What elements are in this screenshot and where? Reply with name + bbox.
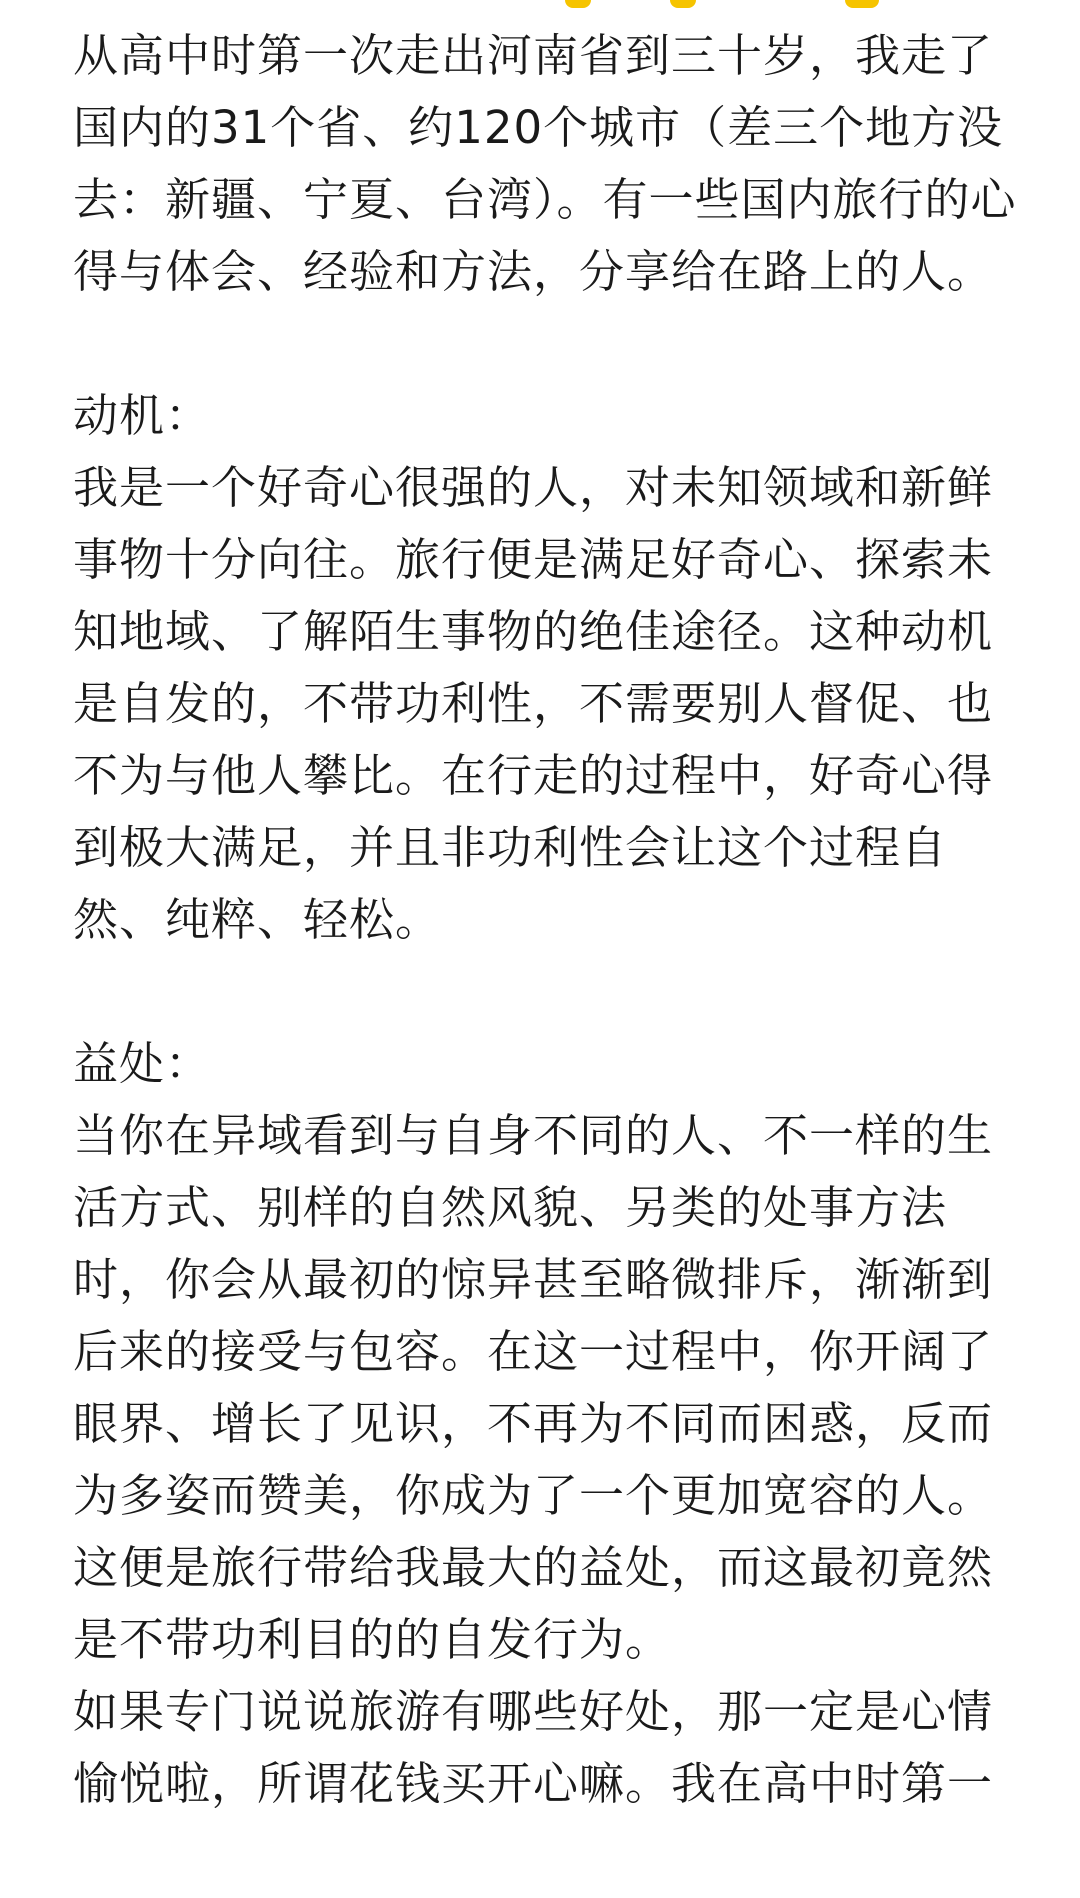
cropped-emoji-mark: [670, 0, 696, 8]
top-cropped-decoration: [0, 0, 1080, 14]
paragraph-spacer: [73, 308, 1018, 380]
benefit-extra-paragraph: 如果专门说说旅游有哪些好处，那一定是心情愉悦啦，所谓花钱买开心嘛。我在高中时第一: [73, 1685, 994, 1810]
article-body: [73, 20, 1018, 1820]
motivation-heading: 动机：: [73, 389, 212, 442]
intro-paragraph: 从高中时第一次走出河南省到三十岁，我走了国内的31个省、约120个城市（差三个地方没去：新疆、宁夏、台湾）。有一些国内旅行的心得与体会、经验和方法，分享给在路上的人。: [73, 29, 1017, 298]
benefit-paragraph: 当你在异域看到与自身不同的人、不一样的生活方式、别样的自然风貌、另类的处事方法时，你会从最初的惊异甚至略微排斥，渐渐到后来的接受与包容。在这一过程中，你开阔了眼界、增长了见识，不再为不同而困惑，反而为多姿而赞美，你成为了一个更加宽容的人。这便是旅行带给我最大的益处，而这最初竟然是不带功利目的的自发行为。: [73, 1109, 994, 1666]
cropped-emoji-mark: [845, 0, 879, 8]
motivation-paragraph: 我是一个好奇心很强的人，对未知领域和新鲜事物十分向往。旅行便是满足好奇心、探索未知地域、了解陌生事物的绝佳途径。这种动机是自发的，不带功利性，不需要别人督促、也不为与他人攀比。在行走的过程中，好奇心得到极大满足，并且非功利性会让这个过程自然、纯粹、轻松。: [73, 461, 994, 946]
cropped-emoji-mark: [565, 0, 591, 8]
benefit-heading: 益处：: [73, 1037, 212, 1090]
paragraph-spacer: [73, 956, 1018, 1028]
